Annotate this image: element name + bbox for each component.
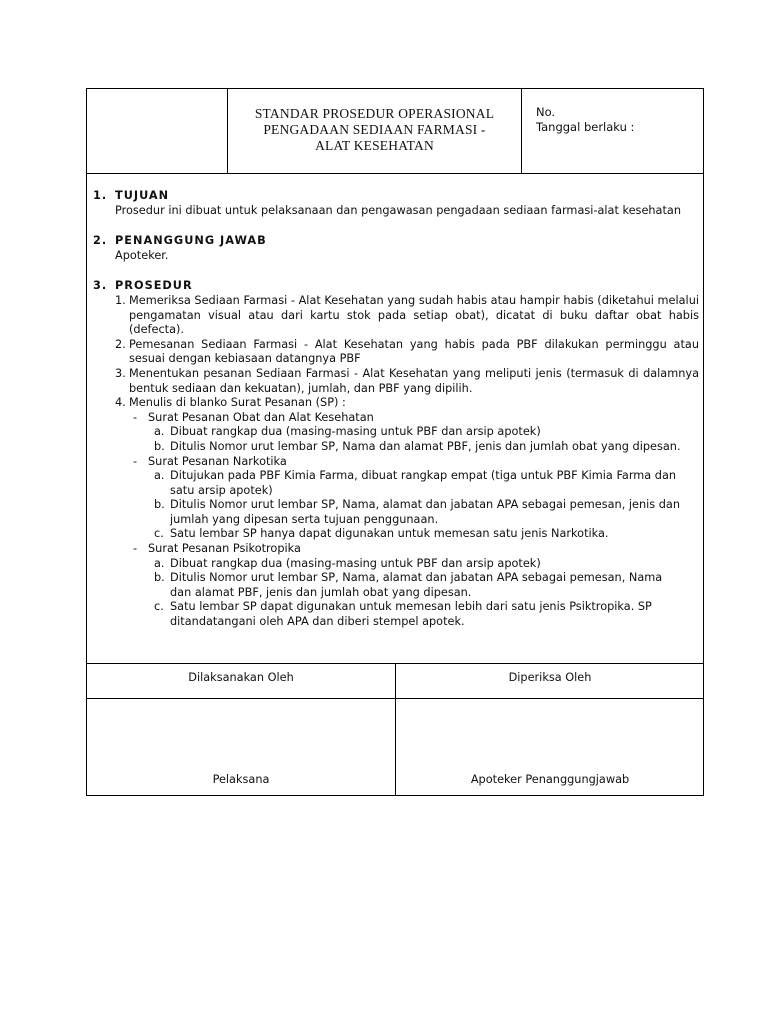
section-heading xyxy=(93,234,699,249)
sp-type: - Surat Pesanan Obat dan Alat Kesehatan xyxy=(133,410,374,424)
sp-rule: b. Ditulis Nomor urut lembar SP, Nama, alamat dan jabatan APA sebagai pemesan, jenis dan jumlah yang dipesan serta tujuan penggunaan. xyxy=(154,498,681,526)
list-item: 2. Pemesanan Sediaan Farmasi - Alat Kesehatan yang habis pada PBF dilakukan perminggu atau sesuai dengan kebiasaan datangnya PBF xyxy=(115,337,699,366)
section-number: 2. xyxy=(93,234,108,248)
section-text: Apoteker. xyxy=(115,248,169,262)
list-item: 1. Memeriksa Sediaan Farmasi - Alat Kesehatan yang sudah habis atau hampir habis (diketahui melalui pengamatan visual atau dari kartu stok pada setiap obat), dicatat di buku daftar obat habis (defecta). xyxy=(115,293,699,337)
sp-type: - Surat Pesanan Psikotropika xyxy=(133,542,301,556)
sp-type: - Surat Pesanan Narkotika xyxy=(133,454,287,468)
signature-divider xyxy=(395,663,396,796)
section-tujuan xyxy=(93,189,699,218)
procedure-list xyxy=(93,294,699,630)
sp-rule: c. Satu lembar SP hanya dapat digunakan untuk memesan satu jenis Narkotika. xyxy=(154,527,609,541)
pelaksana-label: Pelaksana xyxy=(212,773,270,786)
section-title: PENANGGUNG JAWAB xyxy=(115,234,267,248)
dilaksanakan-label: Dilaksanakan Oleh xyxy=(188,671,294,684)
section-heading xyxy=(93,279,699,294)
section-prosedur xyxy=(93,279,699,629)
tanggal-label: Tanggal berlaku : xyxy=(536,120,635,134)
sp-rule: a. Dibuat rangkap dua (masing-masing untuk PBF dan arsip apotek) xyxy=(154,556,541,570)
section-title: PROSEDUR xyxy=(115,279,193,293)
section-title: TUJUAN xyxy=(115,189,170,202)
sp-rule: b. Ditulis Nomor urut lembar SP, Nama dan alamat PBF, jenis dan jumlah obat yang dipesan. xyxy=(154,439,681,453)
diperiksa-label: Diperiksa Oleh xyxy=(508,671,592,684)
sp-rule: a. Ditujukan pada PBF Kimia Farma, dibuat rangkap empat (tiga untuk PBF Kimia Farma dan satu arsip apotek) xyxy=(154,469,677,497)
no-label: No. xyxy=(536,105,556,119)
section-text: Prosedur ini dibuat untuk pelaksanaan dan pengawasan pengadaan sediaan farmasi-alat kesehatan xyxy=(115,203,681,217)
document-meta xyxy=(536,105,634,135)
section-heading xyxy=(93,189,699,204)
title-line-1: STANDAR PROSEDUR OPERASIONAL xyxy=(254,106,495,121)
sp-rule: a. Dibuat rangkap dua (masing-masing untuk PBF dan arsip apotek) xyxy=(154,425,541,439)
section-number: 1. xyxy=(93,189,108,202)
section-penanggung-jawab xyxy=(93,234,699,263)
section-number: 3. xyxy=(93,279,108,293)
document-title xyxy=(228,89,522,173)
list-item: 4. Menulis di blanko Surat Pesanan (SP) : xyxy=(115,396,346,410)
document-header xyxy=(87,89,703,174)
logo-cell xyxy=(87,89,228,173)
sp-rule: c. Satu lembar SP dapat digunakan untuk memesan lebih dari satu jenis Psiktropika. SP ditandatangani oleh APA dan diberi stempel apotek. xyxy=(154,600,652,629)
apoteker-label: Apoteker Penanggungjawab xyxy=(470,773,630,786)
sop-document xyxy=(86,88,704,796)
document-body xyxy=(93,189,699,630)
title-line-2: PENGADAAN SEDIAAN FARMASI - xyxy=(263,122,486,137)
sp-rule: b. Ditulis Nomor urut lembar SP, Nama, alamat dan jabatan APA sebagai pemesan, Nama dan alamat PBF, jenis dan jumlah obat yang dipesan. xyxy=(154,571,663,599)
title-line-3: ALAT KESEHATAN xyxy=(315,138,434,153)
list-item: 3. Menentukan pesanan Sediaan Farmasi - Alat Kesehatan yang meliputi jenis (termasuk di dalamnya bentuk sediaan dan kekuatan), jumlah, dan PBF yang dipilih. xyxy=(115,366,699,395)
